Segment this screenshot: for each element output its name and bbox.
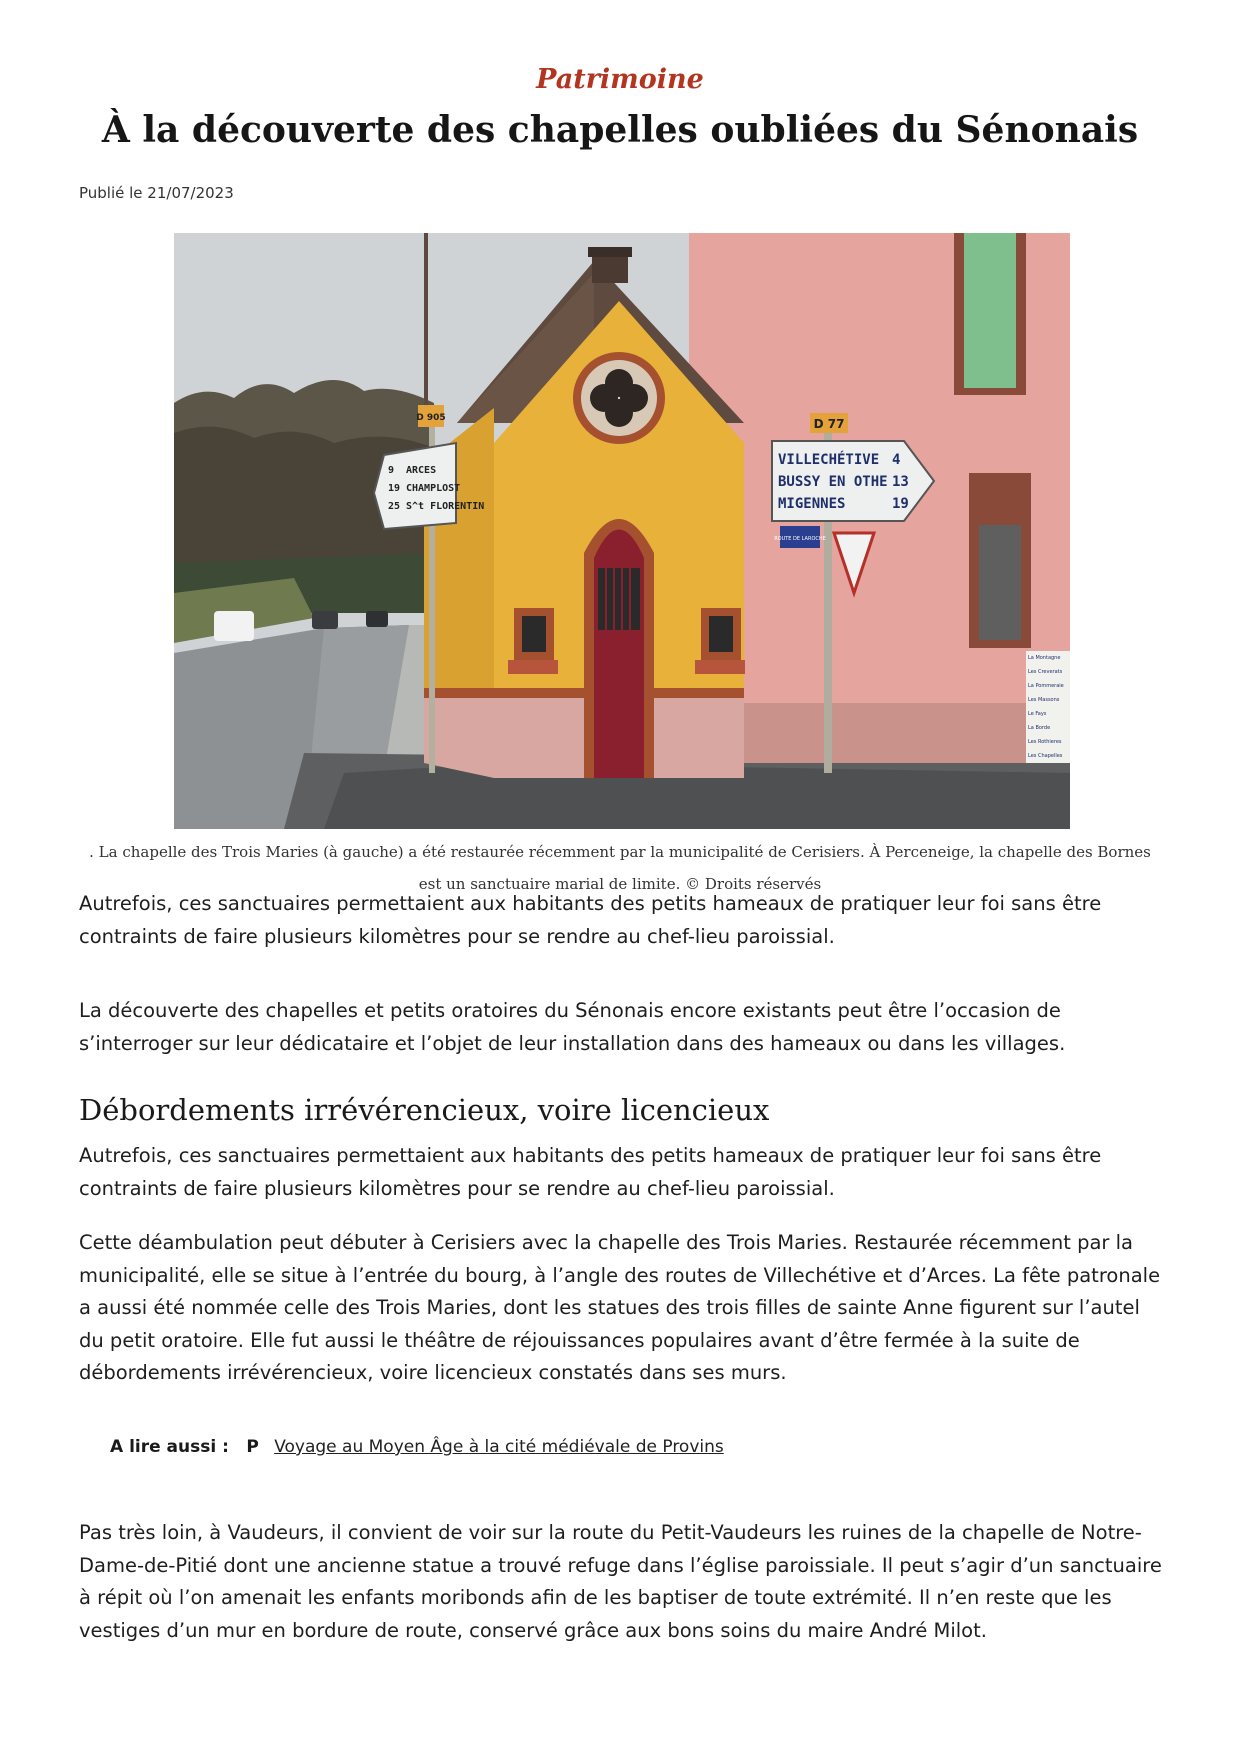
paragraph-4: Cette déambulation peut débuter à Cerisiers avec la chapelle des Trois Maries. Restaurée récemment par la municipalité, elle se situe à l’entrée du bourg, à l’angle des routes de Villechétive et d’Arces. La fête patronale a aussi été nommée celle des Trois Maries, dont les statues des trois filles de sainte Anne figurent sur l’autel du petit oratoire. Elle fut aussi le théâtre de réjouissances populaires avant d’être fermée à la suite de débordements irrévérencieux, voire licencieux constatés dans ses murs.	[79, 1231, 1161, 1384]
hamlet-sign-4: Les Massons	[1028, 697, 1060, 703]
paragraph-3: Autrefois, ces sanctuaires permettaient aux habitants des petits hameaux de pratiquer leur foi sans être contraints de faire plusieurs kilomètres pour se rendre au chef-lieu paroissial.	[79, 1144, 1102, 1200]
article-title: À la découverte des chapelles oubliées du Sénonais	[101, 109, 1139, 151]
sign-left-road: D 905	[416, 413, 446, 423]
paragraph-2: La découverte des chapelles et petits oratoires du Sénonais encore existants peut être l’occasion de s’interroger sur leur dédicataire et l’objet de leur installation dans des hameaux ou dans les villages.	[79, 999, 1066, 1055]
hamlet-sign-1: La Montagne	[1028, 655, 1061, 661]
sign-right-place-3: MIGENNES	[778, 496, 846, 512]
read-also-link[interactable]: Voyage au Moyen Âge à la cité médiévale de Provins	[274, 1437, 724, 1457]
read-also-label: A lire aussi :	[110, 1437, 229, 1457]
sign-left-place-3: S^t FLORENTIN	[406, 501, 485, 512]
sign-right-km-1: 4	[892, 452, 901, 468]
sign-right-place-2: BUSSY EN OTHE	[778, 474, 888, 490]
sign-left-km-3: 25	[388, 501, 401, 512]
sign-left-km-2: 19	[388, 483, 401, 494]
sign-right-km-3: 19	[892, 496, 909, 512]
hamlet-sign-8: Les Chapelles	[1028, 753, 1063, 759]
hamlet-sign-5: Le Fays	[1028, 711, 1047, 717]
intro-paragraph: Autrefois, ces sanctuaires permettaient aux habitants des petits hameaux de pratiquer leur foi sans être contraints de faire plusieurs kilomètres pour se rendre au chef-lieu paroissial.	[79, 892, 1102, 948]
hamlet-sign-7: Les Rothieres	[1028, 739, 1062, 745]
article-photo	[174, 233, 1070, 829]
provins-icon: P	[246, 1437, 259, 1457]
sign-small: ROUTE DE LAROCHE	[774, 536, 826, 542]
sign-left-km-1: 9	[388, 465, 395, 476]
sign-right-road: D 77	[813, 417, 845, 431]
sign-left-place-2: CHAMPLOST	[406, 483, 461, 494]
hamlet-sign-3: La Pommeraie	[1028, 683, 1064, 689]
sign-left-place-1: ARCES	[406, 465, 437, 476]
section-heading: Débordements irrévérencieux, voire licencieux	[79, 1093, 770, 1127]
hamlet-sign-2: Les Creverats	[1028, 669, 1063, 675]
section-kicker: Patrimoine	[536, 64, 704, 95]
photo-caption: . La chapelle des Trois Maries (à gauche) a été restaurée récemment par la municipalité de Cerisiers. À Perceneige, la chapelle des Bornes est un sanctuaire marial de limite. © Droits réservés	[89, 843, 1151, 893]
sign-right-km-2: 13	[892, 474, 909, 490]
read-also	[110, 1434, 724, 1460]
paragraph-5: Pas très loin, à Vaudeurs, il convient de voir sur la route du Petit-Vaudeurs les ruines de la chapelle de Notre-Dame-de-Pitié dont une ancienne statue a trouvé refuge dans l’église paroissiale. Il peut s’agir d’un sanctuaire à répit où l’on amenait les enfants moribonds afin de les baptiser de toute extrémité. Il n’en reste que les vestiges d’un mur en bordure de route, conservé grâce aux bons soins du maire André Milot.	[79, 1521, 1162, 1642]
sign-right-place-1: VILLECHÉTIVE	[778, 452, 880, 468]
hamlet-sign-6: La Borde	[1028, 725, 1051, 731]
publish-date: Publié le 21/07/2023	[79, 184, 234, 202]
